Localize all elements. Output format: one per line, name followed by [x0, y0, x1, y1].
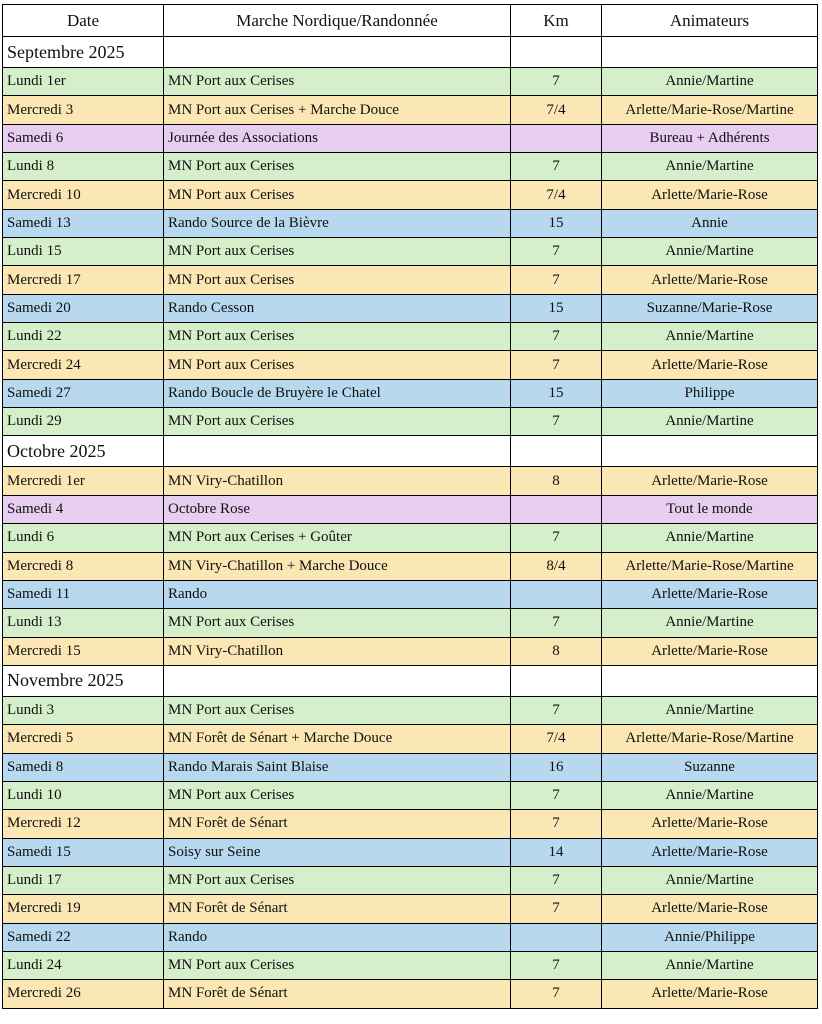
activity-cell: MN Port aux Cerises: [164, 238, 511, 266]
km-cell: 14: [511, 838, 602, 866]
activity-cell: MN Viry-Chatillon: [164, 637, 511, 665]
km-cell: 8: [511, 467, 602, 495]
schedule-row: [3, 951, 818, 979]
animateurs-cell: Annie/Martine: [602, 153, 818, 181]
animateurs-cell: Philippe: [602, 379, 818, 407]
month-empty-cell: [511, 37, 602, 68]
date-cell: Samedi 11: [3, 580, 164, 608]
activity-cell: MN Port aux Cerises: [164, 153, 511, 181]
activity-cell: MN Port aux Cerises: [164, 266, 511, 294]
schedule-row: [3, 923, 818, 951]
month-title: Octobre 2025: [3, 436, 164, 467]
schedule-row: [3, 810, 818, 838]
month-row: [3, 436, 818, 467]
date-cell: Mercredi 12: [3, 810, 164, 838]
date-cell: Mercredi 1er: [3, 467, 164, 495]
date-cell: Samedi 6: [3, 124, 164, 152]
schedule-row: [3, 866, 818, 894]
schedule-row: [3, 379, 818, 407]
km-cell: 7/4: [511, 181, 602, 209]
animateurs-cell: Tout le monde: [602, 495, 818, 523]
activity-cell: MN Port aux Cerises: [164, 866, 511, 894]
month-empty-cell: [511, 436, 602, 467]
schedule-row: [3, 781, 818, 809]
activity-cell: Rando Source de la Bièvre: [164, 209, 511, 237]
month-row: [3, 665, 818, 696]
date-cell: Samedi 13: [3, 209, 164, 237]
animateurs-cell: Arlette/Marie-Rose: [602, 580, 818, 608]
activity-cell: Octobre Rose: [164, 495, 511, 523]
schedule-row: [3, 725, 818, 753]
month-title: Novembre 2025: [3, 665, 164, 696]
km-cell: 7: [511, 980, 602, 1008]
km-cell: [511, 495, 602, 523]
animateurs-cell: Annie/Martine: [602, 524, 818, 552]
schedule-row: [3, 524, 818, 552]
schedule-row: [3, 323, 818, 351]
animateurs-cell: Bureau + Adhérents: [602, 124, 818, 152]
animateurs-cell: Arlette/Marie-Rose/Martine: [602, 96, 818, 124]
activity-cell: MN Port aux Cerises: [164, 696, 511, 724]
km-cell: [511, 124, 602, 152]
animateurs-cell: Arlette/Marie-Rose/Martine: [602, 725, 818, 753]
month-title: Septembre 2025: [3, 37, 164, 68]
animateurs-cell: Annie/Martine: [602, 696, 818, 724]
month-empty-cell: [164, 665, 511, 696]
date-cell: Lundi 1er: [3, 68, 164, 96]
date-cell: Lundi 29: [3, 408, 164, 436]
activity-cell: MN Forêt de Sénart: [164, 895, 511, 923]
schedule-row: [3, 68, 818, 96]
month-empty-cell: [164, 436, 511, 467]
month-empty-cell: [602, 37, 818, 68]
activity-cell: Rando Boucle de Bruyère le Chatel: [164, 379, 511, 407]
header-animateurs: Animateurs: [602, 5, 818, 37]
km-cell: 7: [511, 266, 602, 294]
activity-cell: Soisy sur Seine: [164, 838, 511, 866]
schedule-row: [3, 124, 818, 152]
date-cell: Mercredi 24: [3, 351, 164, 379]
schedule-row: [3, 181, 818, 209]
header-row: [3, 5, 818, 37]
date-cell: Lundi 15: [3, 238, 164, 266]
activity-cell: MN Forêt de Sénart: [164, 980, 511, 1008]
activity-cell: Journée des Associations: [164, 124, 511, 152]
date-cell: Samedi 22: [3, 923, 164, 951]
km-cell: 7: [511, 951, 602, 979]
km-cell: 7: [511, 609, 602, 637]
animateurs-cell: Arlette/Marie-Rose: [602, 810, 818, 838]
km-cell: 7: [511, 323, 602, 351]
schedule-row: [3, 895, 818, 923]
animateurs-cell: Arlette/Marie-Rose: [602, 181, 818, 209]
date-cell: Mercredi 5: [3, 725, 164, 753]
activity-cell: MN Port aux Cerises: [164, 951, 511, 979]
animateurs-cell: Annie/Martine: [602, 323, 818, 351]
animateurs-cell: Annie/Martine: [602, 781, 818, 809]
activity-cell: Rando Marais Saint Blaise: [164, 753, 511, 781]
schedule-row: [3, 351, 818, 379]
date-cell: Lundi 13: [3, 609, 164, 637]
date-cell: Samedi 27: [3, 379, 164, 407]
animateurs-cell: Arlette/Marie-Rose: [602, 895, 818, 923]
km-cell: 7: [511, 351, 602, 379]
date-cell: Samedi 15: [3, 838, 164, 866]
date-cell: Mercredi 3: [3, 96, 164, 124]
schedule-row: [3, 408, 818, 436]
date-cell: Samedi 4: [3, 495, 164, 523]
animateurs-cell: Annie: [602, 209, 818, 237]
month-empty-cell: [511, 665, 602, 696]
header-km: Km: [511, 5, 602, 37]
date-cell: Lundi 24: [3, 951, 164, 979]
activity-cell: MN Port aux Cerises: [164, 351, 511, 379]
schedule-row: [3, 96, 818, 124]
animateurs-cell: Arlette/Marie-Rose: [602, 980, 818, 1008]
activity-cell: MN Port aux Cerises + Marche Douce: [164, 96, 511, 124]
activity-cell: MN Port aux Cerises: [164, 323, 511, 351]
schedule-row: [3, 838, 818, 866]
schedule-row: [3, 209, 818, 237]
schedule-row: [3, 552, 818, 580]
km-cell: 8: [511, 637, 602, 665]
km-cell: 7/4: [511, 96, 602, 124]
date-cell: Samedi 8: [3, 753, 164, 781]
animateurs-cell: Arlette/Marie-Rose: [602, 351, 818, 379]
date-cell: Mercredi 10: [3, 181, 164, 209]
km-cell: 15: [511, 294, 602, 322]
month-empty-cell: [164, 37, 511, 68]
animateurs-cell: Annie/Martine: [602, 866, 818, 894]
km-cell: 7: [511, 781, 602, 809]
activity-cell: Rando Cesson: [164, 294, 511, 322]
schedule-row: [3, 696, 818, 724]
schedule-row: [3, 580, 818, 608]
date-cell: Lundi 10: [3, 781, 164, 809]
month-empty-cell: [602, 436, 818, 467]
animateurs-cell: Annie/Philippe: [602, 923, 818, 951]
activity-cell: MN Port aux Cerises: [164, 408, 511, 436]
schedule-row: [3, 467, 818, 495]
animateurs-cell: Arlette/Marie-Rose: [602, 637, 818, 665]
animateurs-cell: Annie/Martine: [602, 609, 818, 637]
km-cell: 7: [511, 810, 602, 838]
km-cell: 7/4: [511, 725, 602, 753]
month-row: [3, 37, 818, 68]
activity-cell: MN Forêt de Sénart + Marche Douce: [164, 725, 511, 753]
activity-cell: MN Port aux Cerises: [164, 68, 511, 96]
activity-cell: MN Port aux Cerises: [164, 781, 511, 809]
animateurs-cell: Annie/Martine: [602, 68, 818, 96]
km-cell: 7: [511, 895, 602, 923]
header-activity: Marche Nordique/Randonnée: [164, 5, 511, 37]
date-cell: Mercredi 17: [3, 266, 164, 294]
schedule-row: [3, 753, 818, 781]
activity-cell: MN Viry-Chatillon + Marche Douce: [164, 552, 511, 580]
km-cell: 15: [511, 379, 602, 407]
schedule-row: [3, 980, 818, 1008]
header-date: Date: [3, 5, 164, 37]
animateurs-cell: Annie/Martine: [602, 238, 818, 266]
km-cell: 8/4: [511, 552, 602, 580]
km-cell: 7: [511, 238, 602, 266]
date-cell: Lundi 17: [3, 866, 164, 894]
schedule-row: [3, 637, 818, 665]
activity-cell: MN Forêt de Sénart: [164, 810, 511, 838]
date-cell: Samedi 20: [3, 294, 164, 322]
schedule-row: [3, 294, 818, 322]
schedule-row: [3, 495, 818, 523]
month-empty-cell: [602, 665, 818, 696]
date-cell: Mercredi 15: [3, 637, 164, 665]
km-cell: [511, 580, 602, 608]
km-cell: 16: [511, 753, 602, 781]
km-cell: 7: [511, 408, 602, 436]
km-cell: 7: [511, 866, 602, 894]
km-cell: 15: [511, 209, 602, 237]
activity-cell: Rando: [164, 580, 511, 608]
km-cell: [511, 923, 602, 951]
km-cell: 7: [511, 68, 602, 96]
activity-cell: MN Port aux Cerises: [164, 181, 511, 209]
date-cell: Lundi 3: [3, 696, 164, 724]
schedule-body: [3, 37, 818, 1009]
schedule-row: [3, 238, 818, 266]
km-cell: 7: [511, 696, 602, 724]
date-cell: Lundi 8: [3, 153, 164, 181]
activity-cell: Rando: [164, 923, 511, 951]
date-cell: Mercredi 26: [3, 980, 164, 1008]
date-cell: Mercredi 8: [3, 552, 164, 580]
km-cell: 7: [511, 524, 602, 552]
animateurs-cell: Arlette/Marie-Rose: [602, 266, 818, 294]
schedule-table: [2, 4, 818, 1009]
schedule-row: [3, 609, 818, 637]
animateurs-cell: Arlette/Marie-Rose: [602, 467, 818, 495]
animateurs-cell: Suzanne/Marie-Rose: [602, 294, 818, 322]
date-cell: Lundi 6: [3, 524, 164, 552]
animateurs-cell: Arlette/Marie-Rose/Martine: [602, 552, 818, 580]
animateurs-cell: Annie/Martine: [602, 951, 818, 979]
km-cell: 7: [511, 153, 602, 181]
activity-cell: MN Port aux Cerises: [164, 609, 511, 637]
schedule-row: [3, 266, 818, 294]
date-cell: Mercredi 19: [3, 895, 164, 923]
animateurs-cell: Suzanne: [602, 753, 818, 781]
schedule-row: [3, 153, 818, 181]
activity-cell: MN Viry-Chatillon: [164, 467, 511, 495]
activity-cell: MN Port aux Cerises + Goûter: [164, 524, 511, 552]
animateurs-cell: Arlette/Marie-Rose: [602, 838, 818, 866]
date-cell: Lundi 22: [3, 323, 164, 351]
animateurs-cell: Annie/Martine: [602, 408, 818, 436]
